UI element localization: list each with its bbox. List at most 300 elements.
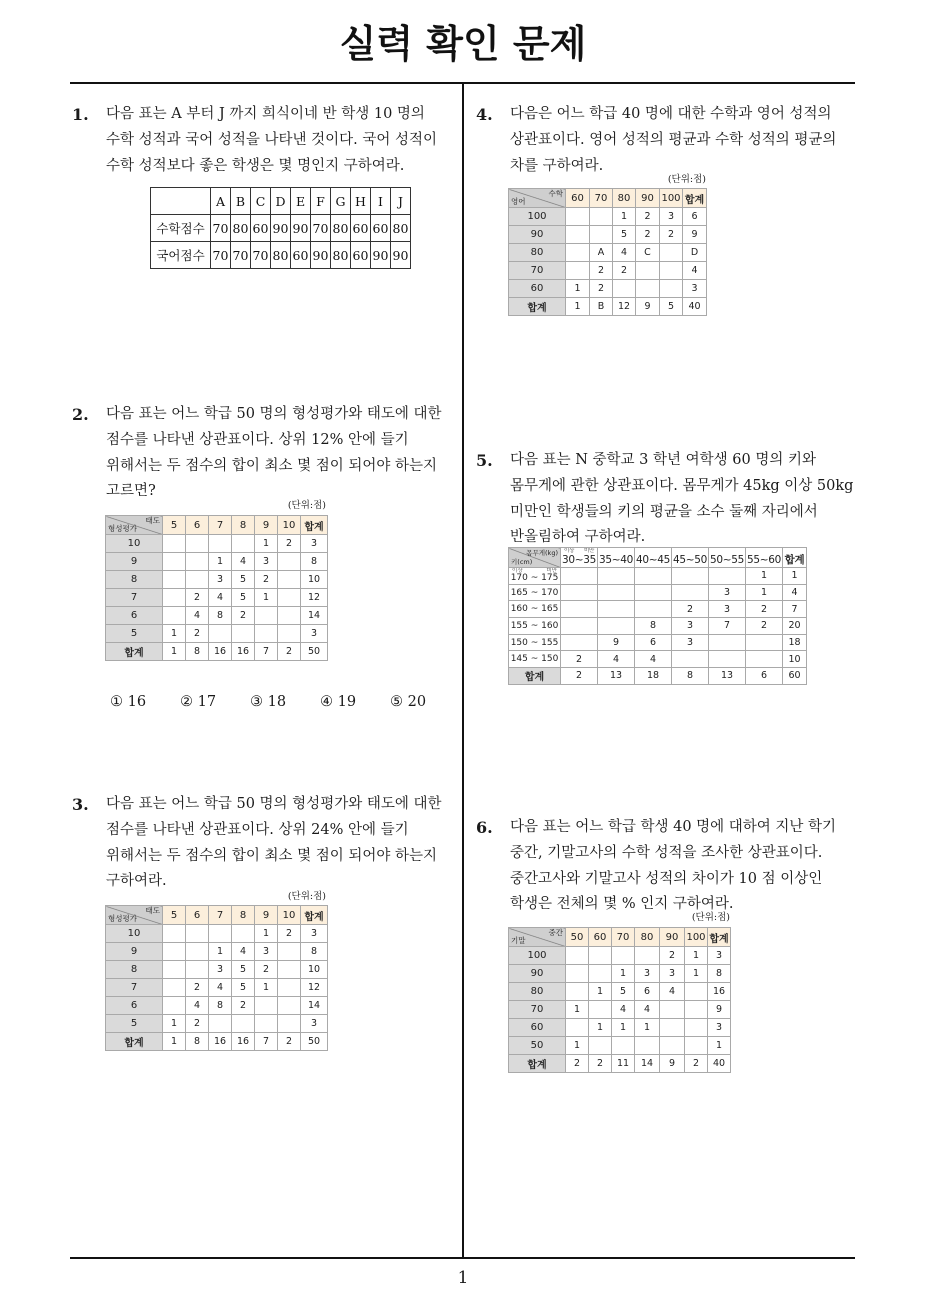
table-row bbox=[509, 634, 807, 651]
column-header bbox=[209, 516, 232, 535]
table-cell: 70 bbox=[311, 215, 331, 242]
corner-row-variable-label: 기말 bbox=[511, 936, 526, 945]
table-cell bbox=[660, 280, 683, 298]
table-cell bbox=[613, 280, 636, 298]
column-header-label: H bbox=[355, 193, 366, 209]
choice-5: ⑤ 20 bbox=[390, 694, 427, 710]
table-cell: 8 bbox=[708, 965, 731, 983]
table-cell: 2 bbox=[566, 1055, 589, 1073]
table-cell bbox=[278, 571, 301, 589]
problem-statement bbox=[106, 102, 437, 179]
column-header bbox=[255, 906, 278, 925]
table-row bbox=[509, 651, 807, 668]
column-header bbox=[683, 189, 707, 208]
table-cell: 1 bbox=[163, 1015, 186, 1033]
table-cell: 16 bbox=[209, 1033, 232, 1051]
problem-statement bbox=[106, 402, 441, 505]
problem-number: 2. bbox=[72, 405, 89, 424]
column-header-label: 90 bbox=[665, 931, 679, 943]
column-header bbox=[311, 188, 331, 215]
statement-line: 다음 표는 어느 학급 학생 40 명에 대하여 지난 학기 bbox=[510, 819, 837, 835]
table-cell bbox=[186, 925, 209, 943]
row-header-label: 145 ~ 150 bbox=[510, 654, 559, 665]
table-cell bbox=[232, 625, 255, 643]
table-cell bbox=[255, 607, 278, 625]
row-header-label: 6 bbox=[130, 610, 138, 621]
corner-row-variable-label: 형성평가 bbox=[108, 524, 137, 533]
table-cell: 1 bbox=[613, 208, 636, 226]
column-header-label: 6 bbox=[193, 909, 201, 921]
column-header bbox=[598, 548, 635, 568]
row-header-label: 9 bbox=[130, 946, 138, 957]
column-header-label: 10 bbox=[282, 909, 296, 921]
table-cell: 2 bbox=[561, 651, 598, 668]
table-cell: 40 bbox=[708, 1055, 731, 1073]
table-row bbox=[509, 568, 807, 585]
table-head bbox=[509, 928, 731, 947]
row-header bbox=[509, 965, 566, 983]
column-header bbox=[255, 516, 278, 535]
column-header bbox=[163, 516, 186, 535]
row-header bbox=[106, 1015, 163, 1033]
column-header bbox=[672, 548, 709, 568]
table-cell: 1 bbox=[589, 1019, 612, 1037]
table-cell: 50 bbox=[301, 643, 328, 661]
column-header-label: 70 bbox=[594, 192, 608, 204]
column-header bbox=[391, 188, 411, 215]
column-header bbox=[271, 188, 291, 215]
table-cell: 1 bbox=[163, 625, 186, 643]
table-cell: 90 bbox=[391, 242, 411, 269]
row-header-label: 80 bbox=[530, 247, 544, 258]
table-cell bbox=[163, 607, 186, 625]
table-row bbox=[106, 607, 328, 625]
table-cell bbox=[685, 983, 708, 1001]
table-cell bbox=[566, 947, 589, 965]
table-head bbox=[509, 189, 707, 208]
row-header-label: 7 bbox=[130, 592, 138, 603]
table-cell: 1 bbox=[566, 298, 590, 316]
table-cell bbox=[186, 571, 209, 589]
row-header-label: 70 bbox=[530, 265, 544, 276]
table-cell: 5 bbox=[232, 589, 255, 607]
table-cell: 1 bbox=[163, 1033, 186, 1051]
column-header bbox=[186, 516, 209, 535]
table-cell: 7 bbox=[709, 618, 746, 635]
table-cell bbox=[746, 651, 783, 668]
table-cell: 3 bbox=[660, 965, 685, 983]
table-cell: 3 bbox=[635, 965, 660, 983]
statement-line: 차를 구하여라. bbox=[510, 157, 604, 174]
statement-line: 수학 성적과 국어 성적을 나타낸 것이다. 국어 성적이 bbox=[106, 131, 438, 148]
column-header bbox=[561, 548, 598, 568]
table-cell: 6 bbox=[635, 634, 672, 651]
table-cell bbox=[163, 553, 186, 571]
table-cell bbox=[566, 262, 590, 280]
table-cell: 14 bbox=[301, 607, 328, 625]
table-row bbox=[509, 1037, 731, 1055]
problem-number: 1. bbox=[72, 105, 89, 124]
column-header bbox=[613, 189, 636, 208]
table-body bbox=[106, 535, 328, 661]
table-cell bbox=[566, 965, 589, 983]
table-cell bbox=[566, 983, 589, 1001]
row-header-label: 10 bbox=[127, 538, 141, 549]
table-cell: 3 bbox=[301, 625, 328, 643]
row-header bbox=[509, 584, 561, 601]
row-header bbox=[509, 1019, 566, 1037]
table-cell: C bbox=[636, 244, 660, 262]
statement-line: 다음 표는 N 중학교 3 학년 여학생 60 명의 키와 bbox=[510, 452, 816, 468]
row-header bbox=[509, 226, 566, 244]
table-cell: 14 bbox=[635, 1055, 660, 1073]
table-cell: 4 bbox=[186, 607, 209, 625]
column-header-label: B bbox=[235, 193, 246, 209]
table-cell: 16 bbox=[232, 643, 255, 661]
table-cell: 1 bbox=[589, 983, 612, 1001]
table-cell bbox=[561, 568, 598, 585]
table-header-row bbox=[509, 189, 707, 208]
unit-label: (단위:점) bbox=[287, 500, 326, 511]
table-head bbox=[106, 516, 328, 535]
table-cell bbox=[163, 979, 186, 997]
row-header-label: 165 ~ 170 bbox=[510, 587, 559, 598]
column-header bbox=[331, 188, 351, 215]
statement-line: 점수를 나타낸 상관표이다. 상위 12% 안에 들기 bbox=[106, 431, 409, 448]
table-cell: 1 bbox=[255, 925, 278, 943]
column-header bbox=[351, 188, 371, 215]
table-header-row bbox=[509, 548, 807, 568]
corner-column-variable-label: 태도 bbox=[145, 516, 160, 525]
table-cell: 18 bbox=[635, 668, 672, 685]
problem-number: 4. bbox=[476, 105, 493, 124]
table-cell: 5 bbox=[613, 226, 636, 244]
row-header bbox=[509, 262, 566, 280]
table-cell bbox=[209, 1015, 232, 1033]
table-cell bbox=[278, 553, 301, 571]
table-cell bbox=[635, 584, 672, 601]
table-cell: 8 bbox=[672, 668, 709, 685]
column-header-label: 70 bbox=[616, 931, 630, 943]
table-cell bbox=[635, 568, 672, 585]
correlation-table bbox=[105, 515, 328, 661]
table-cell: 80 bbox=[391, 215, 411, 242]
table-row bbox=[509, 244, 707, 262]
row-header bbox=[509, 1055, 566, 1073]
table-cell: 16 bbox=[708, 983, 731, 1001]
table-cell: 60 bbox=[251, 215, 271, 242]
correlation-table bbox=[508, 188, 707, 316]
table-cell: 7 bbox=[255, 1033, 278, 1051]
column-header-label: E bbox=[295, 193, 306, 209]
choice-1: ① 16 bbox=[110, 694, 147, 710]
problem-statement bbox=[510, 448, 853, 551]
column-header-label: 30~35 bbox=[561, 553, 597, 566]
choice-2: ② 17 bbox=[180, 694, 217, 710]
table-cell: 50 bbox=[301, 1033, 328, 1051]
row-header bbox=[509, 298, 566, 316]
problem-statement bbox=[510, 102, 836, 179]
table-cell: 1 bbox=[566, 1037, 589, 1055]
table-row bbox=[509, 983, 731, 1001]
column-header bbox=[660, 928, 685, 947]
column-header-label: 합계 bbox=[304, 911, 324, 923]
table-cell bbox=[636, 262, 660, 280]
table-cell: 80 bbox=[331, 215, 351, 242]
row-header-label: 합계 bbox=[124, 648, 144, 659]
table-cell: 16 bbox=[232, 1033, 255, 1051]
column-header bbox=[709, 548, 746, 568]
row-header-label: 5 bbox=[130, 628, 138, 639]
table-cell bbox=[685, 1037, 708, 1055]
table-cell bbox=[685, 1019, 708, 1037]
table-cell: 4 bbox=[209, 589, 232, 607]
table-cell bbox=[278, 943, 301, 961]
table-cell: 8 bbox=[301, 943, 328, 961]
table-row bbox=[106, 535, 328, 553]
row-header-label: 80 bbox=[530, 986, 544, 997]
table-cell bbox=[566, 1019, 589, 1037]
column-header-label: A bbox=[215, 193, 226, 209]
table-cell: 60 bbox=[351, 215, 371, 242]
table-cell: 8 bbox=[186, 643, 209, 661]
table-row bbox=[106, 571, 328, 589]
total-row bbox=[509, 298, 707, 316]
column-header bbox=[231, 188, 251, 215]
statement-line: 다음 표는 A 부터 J 까지 희식이네 반 학생 10 명의 bbox=[106, 106, 425, 122]
table-row bbox=[106, 997, 328, 1015]
row-header-label: 70 bbox=[530, 1004, 544, 1015]
table-cell bbox=[672, 651, 709, 668]
table-cell: 80 bbox=[331, 242, 351, 269]
statement-line: 다음 표는 어느 학급 50 명의 형성평가와 태도에 대한 bbox=[106, 406, 442, 422]
statement-line: 고르면? bbox=[106, 483, 156, 500]
table-cell: 2 bbox=[186, 625, 209, 643]
table-body bbox=[151, 215, 411, 269]
statement-line: 구하여라. bbox=[106, 873, 167, 890]
column-header bbox=[251, 188, 271, 215]
table-cell bbox=[612, 1037, 635, 1055]
table-cell: 1 bbox=[566, 280, 590, 298]
table-cell bbox=[598, 618, 635, 635]
table-cell bbox=[186, 553, 209, 571]
table-cell: 3 bbox=[209, 571, 232, 589]
table-cell: 4 bbox=[612, 1001, 635, 1019]
row-header bbox=[509, 280, 566, 298]
table-cell: 2 bbox=[561, 668, 598, 685]
table-cell: 4 bbox=[635, 651, 672, 668]
table-cell: 2 bbox=[278, 535, 301, 553]
table-cell: 90 bbox=[271, 215, 291, 242]
row-header bbox=[509, 244, 566, 262]
table-cell bbox=[589, 965, 612, 983]
table-cell: 3 bbox=[709, 584, 746, 601]
table-cell bbox=[209, 925, 232, 943]
table-cell: 4 bbox=[783, 584, 807, 601]
table-cell: 1 bbox=[635, 1019, 660, 1037]
table-head bbox=[151, 188, 411, 215]
table-cell: 2 bbox=[186, 1015, 209, 1033]
table-cell bbox=[278, 607, 301, 625]
table-cell bbox=[709, 568, 746, 585]
table-cell: 2 bbox=[590, 280, 613, 298]
statement-line: 중간고사와 기말고사 성적의 차이가 10 점 이상인 bbox=[510, 870, 823, 887]
table-cell: 1 bbox=[163, 643, 186, 661]
row-header-label: 170 ~ 175 bbox=[510, 572, 559, 583]
row-header-label: 합계 bbox=[527, 303, 547, 314]
table-cell: 3 bbox=[209, 961, 232, 979]
table-row bbox=[106, 589, 328, 607]
table-cell bbox=[590, 208, 613, 226]
page-number: 1 bbox=[457, 1268, 469, 1288]
table-header-row bbox=[151, 188, 411, 215]
table-cell: 3 bbox=[708, 1019, 731, 1037]
table-cell: 90 bbox=[311, 242, 331, 269]
table-cell bbox=[232, 535, 255, 553]
table-cell: 4 bbox=[683, 262, 707, 280]
choice-4: ④ 19 bbox=[320, 694, 357, 710]
table-cell: 4 bbox=[232, 553, 255, 571]
row-header-label: 합계 bbox=[524, 672, 545, 684]
row-header bbox=[509, 1001, 566, 1019]
statement-line: 점수를 나타낸 상관표이다. 상위 24% 안에 들기 bbox=[106, 821, 409, 838]
column-header bbox=[685, 928, 708, 947]
table-cell bbox=[566, 244, 590, 262]
table-cell: 9 bbox=[683, 226, 707, 244]
table-cell: 70 bbox=[251, 242, 271, 269]
statement-line: 중간, 기말고사의 수학 성적을 조사한 상관표이다. bbox=[510, 844, 823, 861]
column-header bbox=[566, 189, 590, 208]
statement-line: 반올림하여 구하여라. bbox=[510, 529, 646, 546]
table-cell bbox=[278, 1015, 301, 1033]
column-header-label: 7 bbox=[216, 909, 224, 921]
table-cell: 80 bbox=[271, 242, 291, 269]
table-cell: 9 bbox=[636, 298, 660, 316]
table-cell: 3 bbox=[709, 601, 746, 618]
table-cell: 9 bbox=[708, 1001, 731, 1019]
column-header-label: C bbox=[255, 193, 266, 209]
problem-statement bbox=[510, 815, 836, 918]
table-cell: 1 bbox=[566, 1001, 589, 1019]
column-header bbox=[746, 548, 783, 568]
table-cell: 6 bbox=[683, 208, 707, 226]
table-cell: 3 bbox=[683, 280, 707, 298]
table-cell: 2 bbox=[278, 925, 301, 943]
table-cell bbox=[278, 625, 301, 643]
table-cell bbox=[163, 571, 186, 589]
statement-line: 위해서는 두 점수의 합이 최소 몇 점이 되어야 하는지 bbox=[106, 457, 438, 474]
lower-bound-note: 이상 bbox=[512, 568, 523, 574]
column-header bbox=[636, 189, 660, 208]
table-header-row bbox=[106, 906, 328, 925]
table-corner-cell bbox=[151, 188, 211, 215]
table-cell bbox=[278, 979, 301, 997]
row-header-label: 90 bbox=[530, 229, 544, 240]
upper-bound-note: 미만 bbox=[583, 548, 594, 554]
row-header bbox=[509, 1037, 566, 1055]
table-cell: 1 bbox=[746, 584, 783, 601]
table-cell bbox=[278, 961, 301, 979]
table-cell bbox=[635, 947, 660, 965]
correlation-table bbox=[508, 927, 731, 1073]
row-header-label: 100 bbox=[527, 211, 547, 222]
unit-label: (단위:점) bbox=[691, 912, 730, 923]
problem-number: 3. bbox=[72, 795, 89, 814]
row-header-label: 합계 bbox=[124, 1038, 144, 1049]
table-cell bbox=[635, 601, 672, 618]
row-header-label: 국어점수 bbox=[156, 248, 205, 263]
table-cell: 6 bbox=[746, 668, 783, 685]
row-header-label: 60 bbox=[530, 1022, 544, 1033]
corner-column-variable-label: 중간 bbox=[548, 928, 563, 937]
table-cell bbox=[589, 947, 612, 965]
table-cell bbox=[590, 226, 613, 244]
column-divider bbox=[462, 83, 464, 1258]
table-cell bbox=[660, 1037, 685, 1055]
table-row bbox=[509, 965, 731, 983]
table-row bbox=[509, 208, 707, 226]
column-header bbox=[635, 548, 672, 568]
column-header bbox=[186, 906, 209, 925]
table-body bbox=[509, 568, 807, 685]
table-cell: 9 bbox=[598, 634, 635, 651]
table-cell: 4 bbox=[598, 651, 635, 668]
table-row bbox=[106, 961, 328, 979]
column-header-label: 합계 bbox=[709, 933, 729, 945]
table-cell bbox=[635, 1037, 660, 1055]
column-header-label: 5 bbox=[170, 909, 178, 921]
table-cell: 1 bbox=[685, 947, 708, 965]
table-cell: 2 bbox=[746, 618, 783, 635]
table-cell: 2 bbox=[636, 208, 660, 226]
table-cell: 1 bbox=[255, 589, 278, 607]
table-cell: A bbox=[590, 244, 613, 262]
table-cell: 4 bbox=[613, 244, 636, 262]
column-header bbox=[209, 906, 232, 925]
table-cell: 3 bbox=[660, 208, 683, 226]
table-cell: 4 bbox=[186, 997, 209, 1015]
row-header-label: 50 bbox=[530, 1040, 544, 1051]
table-cell bbox=[660, 1001, 685, 1019]
table-cell: 1 bbox=[612, 965, 635, 983]
table-header-row bbox=[106, 516, 328, 535]
row-header bbox=[106, 943, 163, 961]
table-cell bbox=[186, 961, 209, 979]
table-cell: D bbox=[683, 244, 707, 262]
column-header-label: 100 bbox=[661, 192, 681, 204]
corner-column-variable-label: 태도 bbox=[145, 906, 160, 915]
table-cell bbox=[672, 568, 709, 585]
problem-number: 6. bbox=[476, 818, 493, 837]
column-header-label: G bbox=[335, 193, 346, 209]
row-header-label: 155 ~ 160 bbox=[510, 620, 559, 631]
unit-label: (단위:점) bbox=[287, 891, 326, 902]
table-cell: 1 bbox=[685, 965, 708, 983]
column-header bbox=[301, 516, 328, 535]
table-corner-cell bbox=[509, 548, 561, 568]
table-cell: 1 bbox=[209, 943, 232, 961]
table-cell bbox=[589, 1037, 612, 1055]
row-header bbox=[509, 668, 561, 685]
column-header-label: 60 bbox=[571, 192, 584, 204]
row-header-label: 수학점수 bbox=[156, 221, 205, 236]
footer-divider bbox=[70, 1257, 855, 1259]
column-header-label: 80 bbox=[640, 931, 654, 943]
column-header-label: 40~45 bbox=[635, 553, 671, 566]
table-row bbox=[106, 1015, 328, 1033]
row-header bbox=[106, 589, 163, 607]
table-cell: 12 bbox=[301, 589, 328, 607]
